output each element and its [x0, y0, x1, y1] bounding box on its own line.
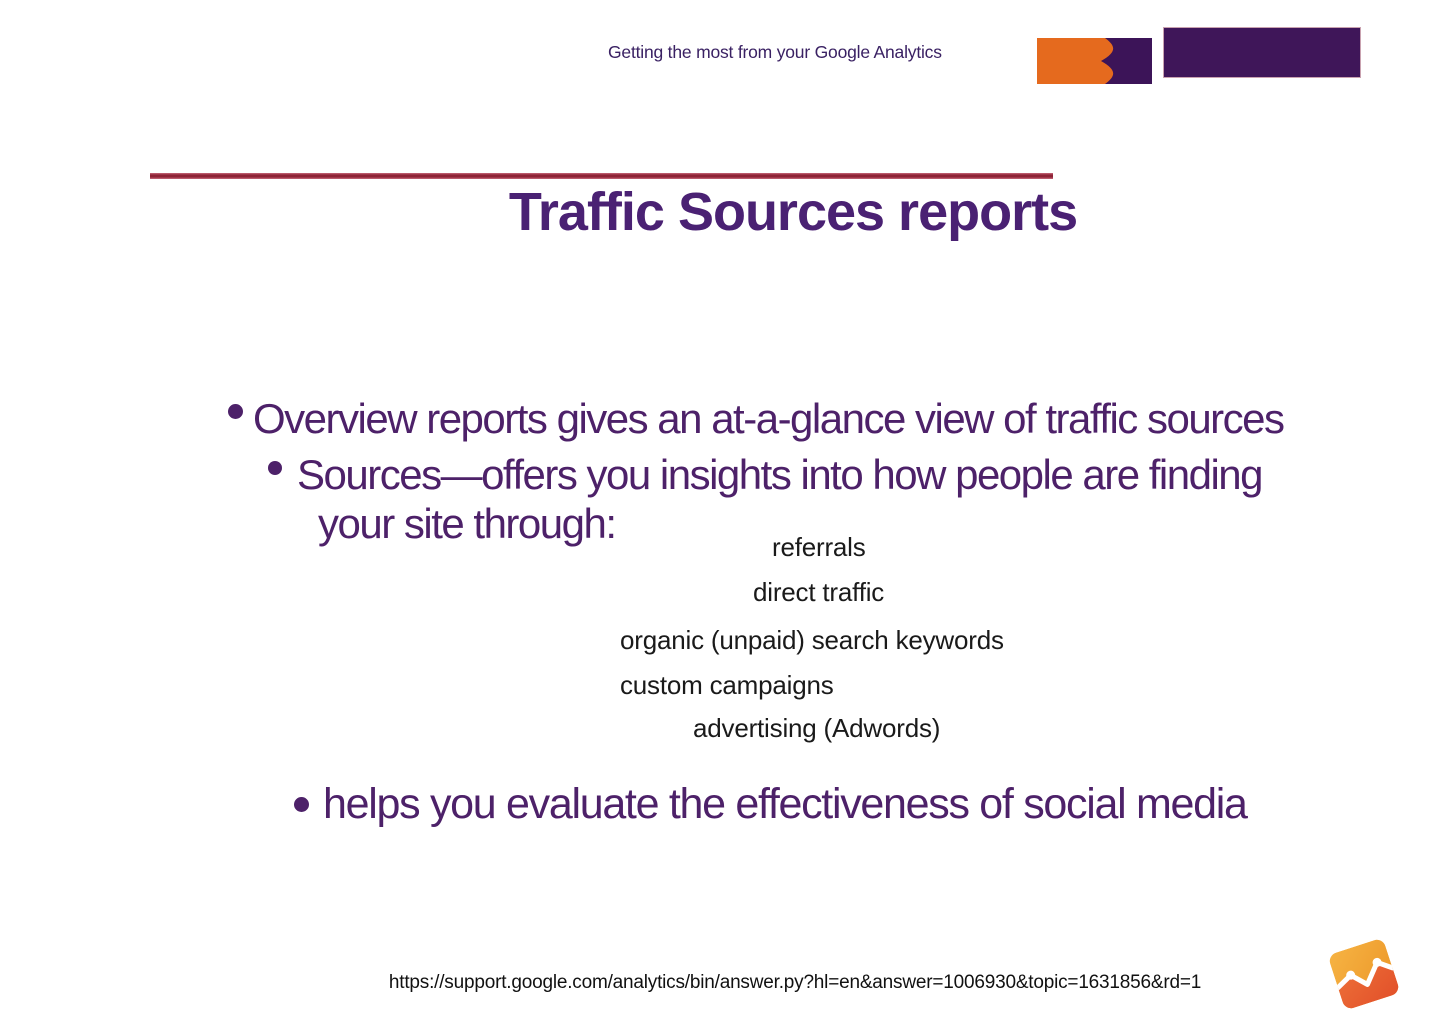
support-url-link[interactable]: https://support.google.com/analytics/bin/answer.py?hl=en&answer=1006930&topic=1631856&rd=1 — [388, 972, 1202, 993]
bullet-dot — [268, 461, 282, 475]
sub-item-direct-traffic: direct traffic — [753, 577, 885, 607]
google-analytics-icon — [1324, 934, 1404, 1014]
bullet-overview: Overview reports gives an at-a-glance view of traffic sources — [253, 395, 1284, 442]
bullet-sources-line2: your site through: — [318, 500, 616, 547]
bullet-dot — [228, 404, 243, 419]
bullet-dot — [294, 797, 309, 812]
sub-item-custom-campaigns: custom campaigns — [620, 670, 834, 700]
sub-item-referrals: referrals — [772, 532, 866, 562]
slide-title: Traffic Sources reports — [508, 182, 1078, 242]
brand-logo-bar — [1163, 27, 1361, 78]
brand-logo-icon — [1037, 38, 1152, 84]
sub-item-advertising: advertising (Adwords) — [693, 713, 941, 743]
bullet-social-media: helps you evaluate the effectiveness of social media — [323, 780, 1247, 828]
deck-title: Getting the most from your Google Analytics — [608, 42, 942, 62]
title-divider-line — [150, 173, 1053, 179]
sub-item-organic-search: organic (unpaid) search keywords — [620, 625, 1004, 655]
bullet-sources-line1: Sources—offers you insights into how people are finding — [297, 451, 1263, 498]
